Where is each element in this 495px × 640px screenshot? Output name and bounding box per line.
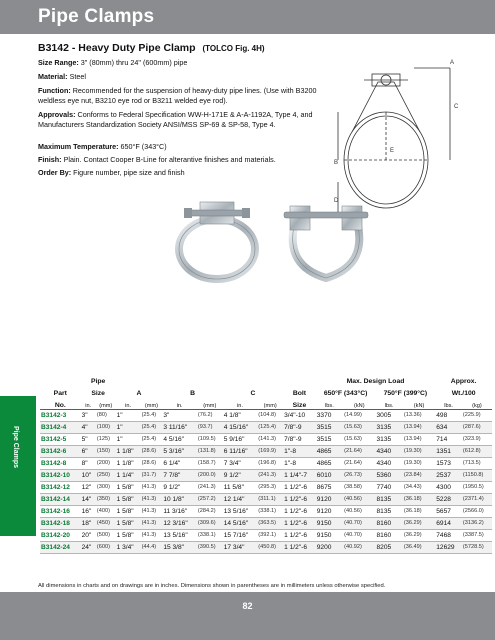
unit-in: in.: [223, 397, 258, 409]
table-cell-a-mm: (31.7): [141, 469, 163, 481]
table-cell-c-mm: (196.8): [257, 457, 283, 469]
table-cell-k650: (40.56): [343, 493, 375, 505]
table-cell-k750: (36.18): [403, 505, 435, 517]
table-row: [40, 421, 492, 433]
table-cell-b-mm: (241.3): [197, 481, 223, 493]
table-cell-part: B3142-18: [40, 517, 81, 529]
table-cell-a-in: 1 1/8": [116, 445, 141, 457]
label-a: A: [450, 60, 455, 66]
table-cell-kg: (287.6): [462, 421, 492, 433]
table-cell-l650: 9120: [316, 493, 343, 505]
page-title: Pipe Clamps: [38, 6, 155, 27]
table-cell-wt: 634: [435, 421, 462, 433]
table-cell-l750: 7740: [376, 481, 403, 493]
table-cell-wt: 714: [435, 433, 462, 445]
table-cell-b-in: 5 3/16": [162, 445, 197, 457]
table-cell-a-mm: (41.3): [141, 517, 163, 529]
table-cell-b-in: 12 3/16": [162, 517, 197, 529]
table-cell-b-in: 15 3/8": [162, 541, 197, 553]
table-cell-a-mm: (41.3): [141, 481, 163, 493]
table-cell-in: 8": [81, 457, 96, 469]
table-cell-k650: (38.58): [343, 481, 375, 493]
clamp-photo-angled: [276, 196, 376, 291]
table-cell-bolt: 1 1/2"-6: [283, 517, 316, 529]
table-cell-b-mm: (309.6): [197, 517, 223, 529]
label-e: E: [390, 148, 395, 154]
table-cell-l650: 9120: [316, 505, 343, 517]
col-max-load: Max. Design Load: [346, 378, 405, 385]
product-title: [38, 42, 265, 54]
table-cell-l650: 9200: [316, 541, 343, 553]
table-cell-mm: (350): [96, 493, 116, 505]
col-c: C: [250, 390, 256, 397]
table-row: [40, 457, 492, 469]
clamp-photo-front: [170, 194, 265, 284]
table-cell-a-mm: (41.3): [141, 529, 163, 541]
table-cell-k650: (14.99): [343, 409, 375, 421]
table-cell-c-in: 11 5/8": [223, 481, 258, 493]
table-cell-b-mm: (284.2): [197, 505, 223, 517]
unit-kg: (kg): [462, 397, 492, 409]
table-cell-a-in: 1 3/4": [116, 541, 141, 553]
table-cell-l750: 3005: [376, 409, 403, 421]
table-cell-mm: (100): [96, 421, 116, 433]
table-cell-bolt: 1 1/2"-6: [283, 529, 316, 541]
table-cell-b-in: 3 11/16": [162, 421, 197, 433]
table-cell-wt: 1351: [435, 445, 462, 457]
table-cell-k650: (21.64): [343, 457, 375, 469]
table-cell-b-in: 3": [162, 409, 197, 421]
table-cell-k750: (36.49): [403, 541, 435, 553]
table-cell-a-in: 1 1/4": [116, 469, 141, 481]
table-cell-c-mm: (104.8): [257, 409, 283, 421]
table-cell-part: B3142-5: [40, 433, 81, 445]
spec-approvals: [38, 110, 333, 129]
table-cell-a-mm: (25.4): [141, 433, 163, 445]
table-cell-a-in: 1": [116, 409, 141, 421]
spec-label: Size Range:: [38, 58, 79, 67]
spec-value: Plain. Contact Cooper B-Line for alterantive finishes and materials.: [63, 155, 276, 164]
table-cell-part: B3142-8: [40, 457, 81, 469]
table-cell-part: B3142-14: [40, 493, 81, 505]
col-750: 750°F (399°C): [383, 390, 428, 397]
table-cell-a-mm: (41.3): [141, 493, 163, 505]
col-approx: Approx.: [450, 378, 477, 385]
table-cell-mm: (400): [96, 505, 116, 517]
table-cell-k650: (21.64): [343, 445, 375, 457]
table-cell-c-in: 6 11/16": [223, 445, 258, 457]
table-cell-kg: (225.9): [462, 409, 492, 421]
table-cell-c-mm: (311.1): [257, 493, 283, 505]
unit-in: in.: [116, 397, 141, 409]
table-cell-a-mm: (25.4): [141, 409, 163, 421]
spec-size-range: [38, 58, 338, 68]
table-cell-l650: 3515: [316, 433, 343, 445]
table-cell-c-mm: (392.1): [257, 529, 283, 541]
table-cell-in: 18": [81, 517, 96, 529]
table-cell-l650: 4865: [316, 445, 343, 457]
table-cell-mm: (125): [96, 433, 116, 445]
table-cell-c-mm: (141.3): [257, 433, 283, 445]
table-cell-k650: (15.63): [343, 433, 375, 445]
table-cell-b-mm: (93.7): [197, 421, 223, 433]
spec-value: Recommended for the suspension of heavy-duty pipe lines. (Use with B3200 weldless eye nut, B3210 eye rod or B3211 welded eye rod).: [38, 86, 317, 105]
spec-order-by: [38, 168, 338, 178]
table-cell-kg: (612.8): [462, 445, 492, 457]
table-cell-kg: (2371.4): [462, 493, 492, 505]
table-cell-l750: 8135: [376, 505, 403, 517]
table-cell-wt: 1573: [435, 457, 462, 469]
table-cell-part: B3142-6: [40, 445, 81, 457]
spec-label: Order By:: [38, 168, 72, 177]
table-cell-mm: (300): [96, 481, 116, 493]
table-cell-part: B3142-10: [40, 469, 81, 481]
label-c: C: [454, 104, 459, 110]
table-cell-kg: (3136.2): [462, 517, 492, 529]
table-row: [40, 481, 492, 493]
table-cell-k750: (13.94): [403, 433, 435, 445]
table-cell-c-in: 13 5/16": [223, 505, 258, 517]
table-cell-part: B3142-16: [40, 505, 81, 517]
table-cell-a-mm: (28.6): [141, 445, 163, 457]
table-cell-wt: 2537: [435, 469, 462, 481]
table-cell-mm: (200): [96, 457, 116, 469]
table-cell-bolt: 1 1/2"-6: [283, 493, 316, 505]
table-cell-kg: (713.5): [462, 457, 492, 469]
table-cell-b-in: 7 7/8": [162, 469, 197, 481]
table-cell-b-mm: (109.5): [197, 433, 223, 445]
table-cell-mm: (450): [96, 517, 116, 529]
table-cell-c-mm: (450.8): [257, 541, 283, 553]
table-header-row: [40, 375, 492, 385]
table-cell-kg: (2566.0): [462, 505, 492, 517]
table-row: [40, 529, 492, 541]
label-d: D: [334, 198, 339, 204]
spec-value: 650°F (343°C): [120, 142, 167, 151]
table-cell-in: 14": [81, 493, 96, 505]
col-bolt-size: Size: [283, 397, 316, 409]
table-cell-a-mm: (44.4): [141, 541, 163, 553]
footnote: All dimensions in charts and on drawings are in inches. Dimensions shown in parentheses are in millimeters unless otherwise specified.: [38, 583, 386, 589]
col-pipe: Pipe: [90, 378, 106, 385]
spec-material: [38, 72, 338, 82]
table-cell-l750: 8160: [376, 517, 403, 529]
table-cell-l750: 3135: [376, 421, 403, 433]
table-cell-in: 12": [81, 481, 96, 493]
table-cell-b-mm: (158.7): [197, 457, 223, 469]
spec-value: Steel: [69, 72, 86, 81]
table-cell-kg: (3387.5): [462, 529, 492, 541]
unit-lbs: lbs.: [435, 397, 462, 409]
footer-bar: [0, 592, 495, 640]
table-cell-a-in: 1 5/8": [116, 505, 141, 517]
table-cell-in: 24": [81, 541, 96, 553]
side-tab: [0, 396, 36, 536]
spec-value: 3" (80mm) thru 24" (600mm) pipe: [80, 58, 188, 67]
table-cell-wt: 6914: [435, 517, 462, 529]
table-cell-k650: (26.73): [343, 469, 375, 481]
table-cell-k650: (40.56): [343, 505, 375, 517]
table-row: [40, 517, 492, 529]
table-cell-c-mm: (169.9): [257, 445, 283, 457]
table-cell-part: B3142-3: [40, 409, 81, 421]
table-body: [40, 409, 492, 553]
spec-max-temp: [38, 142, 338, 152]
col-a: A: [136, 390, 142, 397]
col-size: Size: [91, 390, 105, 397]
table-cell-l750: 8205: [376, 541, 403, 553]
label-b: B: [334, 160, 339, 166]
table-cell-mm: (250): [96, 469, 116, 481]
col-no: No.: [40, 397, 81, 409]
table-cell-c-mm: (338.1): [257, 505, 283, 517]
product-subtitle: (TOLCO Fig. 4H): [202, 44, 265, 53]
table-cell-a-mm: (41.3): [141, 505, 163, 517]
table-cell-l650: 6010: [316, 469, 343, 481]
col-650: 650°F (343°C): [323, 390, 368, 397]
unit-mm: (mm): [141, 397, 163, 409]
table-cell-a-in: 1": [116, 433, 141, 445]
table-row: [40, 409, 492, 421]
spec-label: Approvals:: [38, 110, 76, 119]
table-cell-bolt: 3/4"-10: [283, 409, 316, 421]
table-cell-in: 10": [81, 469, 96, 481]
table-cell-wt: 7468: [435, 529, 462, 541]
table-cell-part: B3142-20: [40, 529, 81, 541]
table-cell-l750: 4340: [376, 445, 403, 457]
table-cell-l750: 4340: [376, 457, 403, 469]
table-cell-mm: (600): [96, 541, 116, 553]
table-cell-k650: (15.63): [343, 421, 375, 433]
table-cell-c-in: 5 9/16": [223, 433, 258, 445]
table-cell-bolt: 1"-8: [283, 445, 316, 457]
table-units-row: [40, 397, 492, 409]
table-cell-l750: 8135: [376, 493, 403, 505]
table-cell-in: 5": [81, 433, 96, 445]
table-cell-b-mm: (338.1): [197, 529, 223, 541]
table-cell-b-in: 6 1/4": [162, 457, 197, 469]
table-cell-wt: 4300: [435, 481, 462, 493]
table-cell-b-mm: (257.2): [197, 493, 223, 505]
table-cell-c-mm: (295.3): [257, 481, 283, 493]
unit-mm: (mm): [257, 397, 283, 409]
table-cell-k650: (40.92): [343, 541, 375, 553]
unit-lbs: lbs.: [376, 397, 403, 409]
table-row: [40, 493, 492, 505]
table-cell-c-in: 9 1/2": [223, 469, 258, 481]
load-table: [40, 375, 492, 554]
unit-lbs: lbs.: [316, 397, 343, 409]
table-cell-c-in: 4 15/16": [223, 421, 258, 433]
table-cell-in: 16": [81, 505, 96, 517]
table-cell-part: B3142-4: [40, 421, 81, 433]
table-cell-part: B3142-24: [40, 541, 81, 553]
table-cell-b-mm: (390.5): [197, 541, 223, 553]
table-cell-k750: (34.43): [403, 481, 435, 493]
table-cell-bolt: 1 1/2"-6: [283, 481, 316, 493]
table-cell-c-mm: (363.5): [257, 517, 283, 529]
table-cell-l650: 4865: [316, 457, 343, 469]
table-cell-a-in: 1 5/8": [116, 493, 141, 505]
spec-finish: [38, 155, 338, 165]
table-cell-b-in: 9 1/2": [162, 481, 197, 493]
table-cell-l750: 8160: [376, 529, 403, 541]
table-cell-part: B3142-12: [40, 481, 81, 493]
table-cell-k650: (40.70): [343, 529, 375, 541]
table-cell-bolt: 7/8"-9: [283, 421, 316, 433]
table-cell-a-mm: (28.6): [141, 457, 163, 469]
table-cell-k750: (13.36): [403, 409, 435, 421]
table-cell-bolt: 1 1/2"-6: [283, 541, 316, 553]
table-cell-l650: 3515: [316, 421, 343, 433]
table-row: [40, 433, 492, 445]
table-cell-bolt: 7/8"-9: [283, 433, 316, 445]
col-wt: Wt./100: [451, 390, 476, 397]
unit-kn: (kN): [343, 397, 375, 409]
table-cell-kg: (5728.5): [462, 541, 492, 553]
unit-mm: (mm): [197, 397, 223, 409]
table-cell-k750: (23.84): [403, 469, 435, 481]
table-cell-bolt: 1 1/2"-6: [283, 505, 316, 517]
table-cell-b-in: 4 5/16": [162, 433, 197, 445]
unit-in: in.: [81, 397, 96, 409]
table-cell-mm: (150): [96, 445, 116, 457]
table-cell-c-mm: (125.4): [257, 421, 283, 433]
table-cell-b-mm: (131.8): [197, 445, 223, 457]
table-header-row: [40, 385, 492, 397]
table-cell-in: 6": [81, 445, 96, 457]
table-cell-c-in: 12 1/4": [223, 493, 258, 505]
table-cell-mm: (80): [96, 409, 116, 421]
table-cell-k750: (19.30): [403, 445, 435, 457]
col-bolt: Bolt: [292, 390, 307, 397]
spec-label: Function:: [38, 86, 71, 95]
table-cell-c-in: 4 1/8": [223, 409, 258, 421]
table-cell-a-in: 1 1/8": [116, 457, 141, 469]
table-cell-in: 3": [81, 409, 96, 421]
table-cell-c-in: 7 3/4": [223, 457, 258, 469]
table-cell-bolt: 1 1/4"-7: [283, 469, 316, 481]
table-cell-k750: (36.18): [403, 493, 435, 505]
table-row: [40, 445, 492, 457]
product-name: B3142 - Heavy Duty Pipe Clamp: [38, 42, 196, 54]
table-cell-l650: 9150: [316, 517, 343, 529]
col-b: B: [190, 390, 195, 397]
table-row: [40, 469, 492, 481]
table-cell-b-in: 11 3/16": [162, 505, 197, 517]
table-row: [40, 505, 492, 517]
table-cell-a-in: 1 5/8": [116, 517, 141, 529]
unit-kn: (kN): [403, 397, 435, 409]
spec-value: Figure number, pipe size and finish: [73, 168, 185, 177]
table-cell-wt: 5228: [435, 493, 462, 505]
spec-label: Maximum Temperature:: [38, 142, 119, 151]
table-cell-c-mm: (241.3): [257, 469, 283, 481]
table-cell-mm: (500): [96, 529, 116, 541]
table-cell-in: 20": [81, 529, 96, 541]
table-cell-bolt: 1"-8: [283, 457, 316, 469]
table-cell-in: 4": [81, 421, 96, 433]
table-cell-a-in: 1 5/8": [116, 529, 141, 541]
unit-in: in.: [162, 397, 197, 409]
table-cell-a-mm: (25.4): [141, 421, 163, 433]
table-cell-wt: 5657: [435, 505, 462, 517]
table-cell-k750: (19.30): [403, 457, 435, 469]
spec-label: Material:: [38, 72, 68, 81]
table-cell-a-in: 1 5/8": [116, 481, 141, 493]
unit-mm: (mm): [96, 397, 116, 409]
table-cell-k750: (36.29): [403, 529, 435, 541]
page-number: 82: [242, 601, 253, 611]
table-cell-c-in: 14 5/16": [223, 517, 258, 529]
spec-function: [38, 86, 333, 105]
table-cell-l750: 3135: [376, 433, 403, 445]
table-cell-kg: (323.9): [462, 433, 492, 445]
table-cell-b-in: 13 5/16": [162, 529, 197, 541]
table-cell-b-mm: (200.0): [197, 469, 223, 481]
col-part: Part: [53, 390, 67, 397]
spec-label: Finish:: [38, 155, 62, 164]
table-row: [40, 541, 492, 553]
table-cell-b-mm: (76.2): [197, 409, 223, 421]
table-cell-l650: 8675: [316, 481, 343, 493]
table-cell-c-in: 15 7/16": [223, 529, 258, 541]
side-tab-label: Pipe Clamps: [12, 426, 19, 469]
table-cell-c-in: 17 3/4": [223, 541, 258, 553]
table-cell-wt: 498: [435, 409, 462, 421]
table-cell-wt: 12629: [435, 541, 462, 553]
table-cell-l650: 9150: [316, 529, 343, 541]
spec-value: Conforms to Federal Specification WW-H-171E & A-A-1192A, Type 4, and Manufacturers Standardization Society ANSI/MSS SP-69 & SP-58, Type 4.: [38, 110, 313, 129]
table-cell-k750: (36.29): [403, 517, 435, 529]
header-bar: [0, 0, 495, 34]
table-cell-kg: (1950.5): [462, 481, 492, 493]
table-cell-b-in: 10 1/8": [162, 493, 197, 505]
table-cell-l650: 3370: [316, 409, 343, 421]
table-cell-a-in: 1": [116, 421, 141, 433]
table-cell-kg: (1150.8): [462, 469, 492, 481]
table-cell-k650: (40.70): [343, 517, 375, 529]
table-cell-k750: (13.94): [403, 421, 435, 433]
table-cell-l750: 5360: [376, 469, 403, 481]
